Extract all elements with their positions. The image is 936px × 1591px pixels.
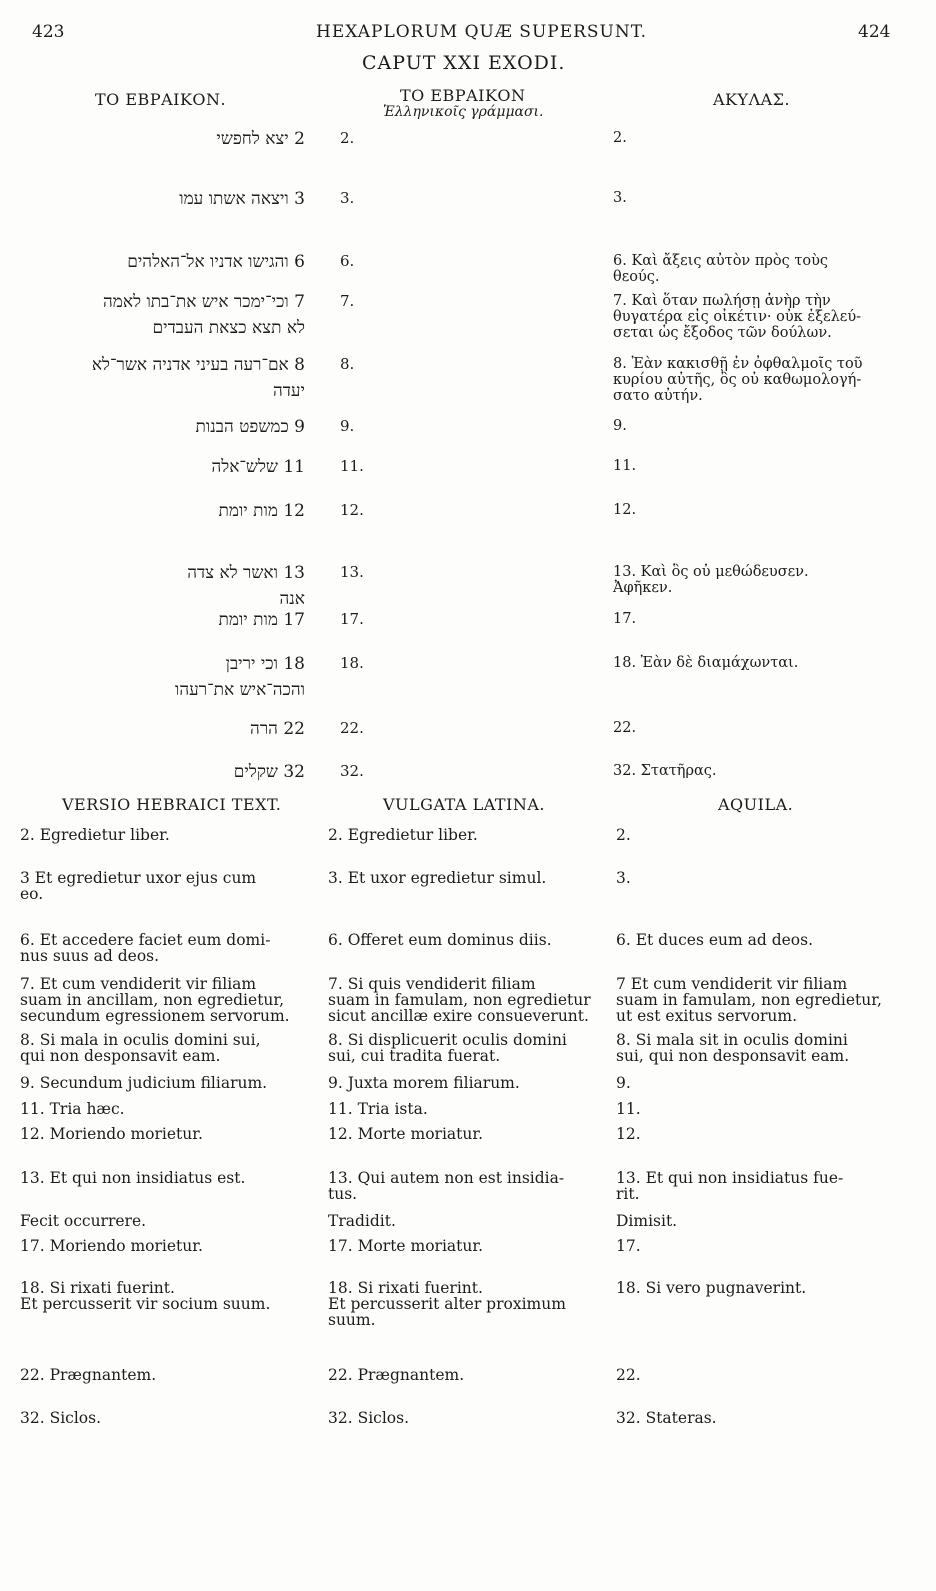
- transliterated-verse: 17.: [340, 610, 364, 628]
- versio-verse: 9. Secundum judicium filiarum.: [20, 1074, 268, 1092]
- vulgata-verse: Tradidit.: [328, 1212, 396, 1230]
- column-subheader-transliterated: Ἑλληνικοῖς γράμμασι.: [383, 104, 544, 120]
- vulgata-verse: 7. Si quis vendiderit filiam suam in famulam, non egredietur sicut ancillæ exire consueverunt.: [328, 975, 591, 1025]
- aquila-greek-verse: 3.: [613, 190, 627, 206]
- aquila-latin-verse: Dimisit.: [616, 1212, 678, 1230]
- aquila-greek-verse: 17.: [613, 611, 637, 627]
- versio-verse: 18. Si rixati fuerint. Et percusserit vir socium suum.: [20, 1279, 271, 1313]
- aquila-latin-verse: 13. Et qui non insidiatus fue- rit.: [616, 1169, 844, 1203]
- column-header-versio: VERSIO HEBRAICI TEXT.: [62, 795, 282, 814]
- aquila-latin-verse: 8. Si mala sit in oculis domini sui, qui non desponsavit eam.: [616, 1031, 850, 1065]
- versio-verse: 11. Tria hæc.: [20, 1100, 125, 1118]
- transliterated-verse: 13.: [340, 563, 364, 581]
- transliterated-verse: 8.: [340, 355, 355, 373]
- hebrew-verse: 17 מות יומת: [218, 610, 305, 630]
- aquila-greek-verse: 2.: [613, 130, 627, 146]
- hebrew-verse: 11 שלש־אלה: [211, 457, 305, 477]
- hebrew-verse: 2 יצא לחפשי: [216, 129, 305, 149]
- versio-verse: 2. Egredietur liber.: [20, 826, 170, 844]
- vulgata-verse: 12. Morte moriatur.: [328, 1125, 483, 1143]
- transliterated-verse: 9.: [340, 417, 355, 435]
- aquila-latin-verse: 12.: [616, 1125, 641, 1143]
- transliterated-verse: 6.: [340, 252, 355, 270]
- transliterated-verse: 22.: [340, 719, 364, 737]
- column-header-transliterated: ΤΟ ΕΒΡΑΙΚΟΝ: [400, 86, 526, 105]
- hebrew-verse: 6 והגישו אדניו אל־האלהים: [127, 252, 305, 272]
- versio-verse: 6. Et accedere faciet eum domi- nus suus ad deos.: [20, 931, 271, 965]
- aquila-greek-verse: 32. Στατῆρας.: [613, 763, 717, 779]
- transliterated-verse: 11.: [340, 457, 364, 475]
- versio-verse: 7. Et cum vendiderit vir filiam suam in ancillam, non egredietur, secundum egressionem servorum.: [20, 975, 290, 1025]
- page-number-right: 424: [858, 22, 891, 42]
- transliterated-verse: 3.: [340, 189, 355, 207]
- aquila-greek-verse: 11.: [613, 458, 637, 474]
- aquila-greek-verse: 18. Ἐὰν δὲ διαμάχωνται.: [613, 655, 799, 671]
- chapter-title: CAPUT XXI EXODI.: [362, 52, 566, 74]
- vulgata-verse: 18. Si rixati fuerint. Et percusserit alter proximum suum.: [328, 1279, 566, 1329]
- column-header-hebrew: ΤΟ ΕΒΡΑΙΚΟΝ.: [95, 90, 227, 109]
- aquila-latin-verse: 22.: [616, 1366, 641, 1384]
- transliterated-verse: 18.: [340, 654, 364, 672]
- aquila-greek-verse: 9.: [613, 418, 627, 434]
- aquila-latin-verse: 32. Stateras.: [616, 1409, 717, 1427]
- aquila-greek-verse: 6. Καὶ ἄξεις αὐτὸν πρὸς τοὺς θεούς.: [613, 253, 829, 285]
- versio-verse: 8. Si mala in oculis domini sui, qui non desponsavit eam.: [20, 1031, 261, 1065]
- transliterated-verse: 12.: [340, 501, 364, 519]
- versio-verse: 22. Prægnantem.: [20, 1366, 157, 1384]
- aquila-greek-verse: 8. Ἐὰν κακισθῇ ἐν ὀφθαλμοῖς τοῦ κυρίου αὐτῆς, ὃς οὐ καθωμολογή- σατο αὐτήν.: [613, 356, 863, 404]
- transliterated-verse: 7.: [340, 292, 355, 310]
- hebrew-verse: 18 וכי יריבן והכה־איש את־רעהו: [175, 654, 305, 700]
- hebrew-verse: 22 הרה: [250, 719, 305, 739]
- vulgata-verse: 17. Morte moriatur.: [328, 1237, 483, 1255]
- running-title: HEXAPLORUM QUÆ SUPERSUNT.: [316, 22, 648, 42]
- vulgata-verse: 6. Offeret eum dominus diis.: [328, 931, 552, 949]
- vulgata-verse: 2. Egredietur liber.: [328, 826, 478, 844]
- hebrew-verse: 3 ויצאה אשתו עמו: [179, 189, 305, 209]
- vulgata-verse: 22. Prægnantem.: [328, 1366, 465, 1384]
- column-header-aquila-greek: ΑΚΥΛΑΣ.: [713, 90, 791, 109]
- column-header-aquila-latin: AQUILA.: [718, 795, 794, 814]
- aquila-greek-verse: 7. Καὶ ὅταν πωλήσῃ ἀνὴρ τὴν θυγατέρα εἰς οἰκέτιν· οὐκ ἐξελεύ- σεται ὡς ἔξοδος τῶν δούλων.: [613, 293, 862, 341]
- column-header-vulgata: VULGATA LATINA.: [383, 795, 545, 814]
- aquila-latin-verse: 17.: [616, 1237, 641, 1255]
- vulgata-verse: 32. Siclos.: [328, 1409, 410, 1427]
- vulgata-verse: 3. Et uxor egredietur simul.: [328, 869, 547, 887]
- hebrew-verse: 32 שקלים: [233, 762, 305, 782]
- aquila-greek-verse: 13. Καὶ ὃς οὐ μεθώδευσεν. Ἀφῆκεν.: [613, 564, 809, 596]
- versio-verse: 12. Moriendo morietur.: [20, 1125, 203, 1143]
- hebrew-verse: 7 וכי־ימכר איש את־בתו לאמה לא תצא כצאת העבדים: [103, 292, 305, 338]
- aquila-latin-verse: 11.: [616, 1100, 641, 1118]
- aquila-greek-verse: 22.: [613, 720, 637, 736]
- versio-verse: 17. Moriendo morietur.: [20, 1237, 203, 1255]
- aquila-greek-verse: 12.: [613, 502, 637, 518]
- aquila-latin-verse: 6. Et duces eum ad deos.: [616, 931, 814, 949]
- hebrew-verse: 9 כמשפט הבנות: [195, 417, 305, 437]
- versio-verse: 32. Siclos.: [20, 1409, 102, 1427]
- versio-verse: Fecit occurrere.: [20, 1212, 147, 1230]
- vulgata-verse: 13. Qui autem non est insidia- tus.: [328, 1169, 565, 1203]
- vulgata-verse: 8. Si displicuerit oculis domini sui, cui tradita fuerat.: [328, 1031, 567, 1065]
- transliterated-verse: 32.: [340, 762, 364, 780]
- hebrew-verse: 12 מות יומת: [218, 501, 305, 521]
- versio-verse: 3 Et egredietur uxor ejus cum eo.: [20, 869, 257, 903]
- aquila-latin-verse: 9.: [616, 1074, 631, 1092]
- versio-verse: 13. Et qui non insidiatus est.: [20, 1169, 246, 1187]
- vulgata-verse: 9. Juxta morem filiarum.: [328, 1074, 520, 1092]
- vulgata-verse: 11. Tria ista.: [328, 1100, 428, 1118]
- aquila-latin-verse: 18. Si vero pugnaverint.: [616, 1279, 807, 1297]
- transliterated-verse: 2.: [340, 129, 355, 147]
- aquila-latin-verse: 7 Et cum vendiderit vir filiam suam in famulam, non egredietur, ut est exitus servorum.: [616, 975, 882, 1025]
- aquila-latin-verse: 3.: [616, 869, 631, 887]
- hebrew-verse: 13 ואשר לא צדה אנה: [187, 563, 305, 609]
- aquila-latin-verse: 2.: [616, 826, 631, 844]
- hebrew-verse: 8 אם־רעה בעיני אדניה אשר־לא יעדה: [91, 355, 305, 401]
- page-number-left: 423: [32, 22, 65, 42]
